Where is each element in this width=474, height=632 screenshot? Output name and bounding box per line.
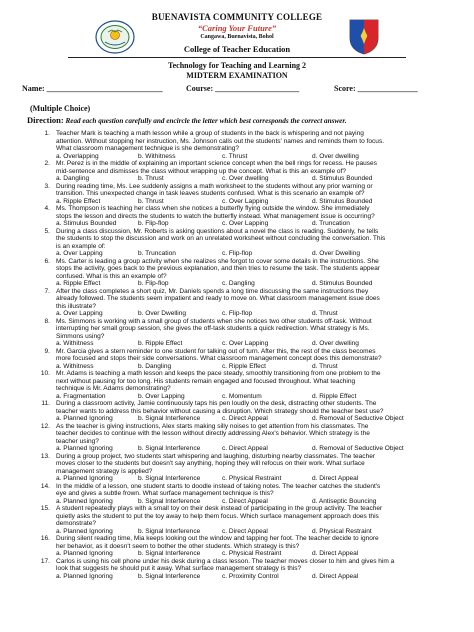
flag-shield-logo <box>346 16 382 56</box>
question-item <box>28 400 458 423</box>
answer-choices <box>56 498 458 506</box>
answer-choice[interactable]: b. Over Dwelling <box>138 310 187 317</box>
question-item <box>28 205 458 228</box>
question-text-line: technique is Mr. Adams demonstrating? <box>56 385 171 392</box>
answer-choice[interactable]: a. Over Lapping <box>56 250 103 257</box>
answer-choice[interactable]: b. Signal Interference <box>138 475 201 482</box>
answer-choice[interactable]: a. Planned Ignoring <box>56 445 113 452</box>
answer-choice[interactable]: b. Signal Interference <box>138 550 201 557</box>
answer-choice[interactable]: a. Ripple Effect <box>56 197 101 205</box>
question-text-line: management strategy is applied? <box>56 467 153 475</box>
question-number: 8. <box>44 317 50 325</box>
answer-choice[interactable]: b. Signal Interference <box>138 415 201 422</box>
question-text-line: moves closer to the students but doesn't say anything, hoping they will refocus on their work. What surface <box>56 460 365 467</box>
answer-choices <box>56 393 458 401</box>
question-item <box>28 183 458 206</box>
direction-label: Direction: <box>27 115 64 125</box>
question-text-line: her behavior, as it doesn't seem to bother the other students. Which strategy is this? <box>56 542 300 550</box>
answer-choice[interactable]: d. Over Dwelling <box>312 250 361 257</box>
question-text-line: demonstrate? <box>56 520 97 527</box>
question-text-line: During a class discussion, Mr. Roberts is asking questions about a novel the class is reading. Suddenly, he tells <box>56 227 379 235</box>
question-number: 17. <box>40 557 50 565</box>
answer-choices <box>56 153 458 161</box>
answer-choice[interactable]: d. Antiseptic Bouncing <box>312 497 377 505</box>
question-number: 7. <box>44 287 50 295</box>
question-item <box>28 258 458 288</box>
answer-choice[interactable]: a. Planned Ignoring <box>56 550 113 557</box>
question-text-line: already followed. The students seem impatient and ready to move on. What classroom management issue does <box>56 295 380 302</box>
question-text-line: mid-sentence and dismisses the class without wrapping up the concept. What is this an example of? <box>56 167 347 175</box>
answer-choice[interactable]: b. Dangling <box>138 362 172 370</box>
college-motto: “Caring Your Future” <box>197 23 277 33</box>
course-field[interactable]: Course: _____________________ <box>186 84 300 93</box>
answer-choice[interactable]: d. Direct Appeal <box>312 550 359 557</box>
answer-choices <box>56 363 458 371</box>
answer-choice[interactable]: d. Direct Appeal <box>312 572 359 580</box>
answer-choice[interactable]: d. Ripple Effect <box>312 392 357 400</box>
question-number: 13. <box>40 452 50 460</box>
question-text-line: What classroom management technique is she demonstrating? <box>56 145 240 152</box>
answer-choice[interactable]: b. Truncation <box>138 250 176 257</box>
answer-choice[interactable]: b. Flip-flop <box>138 280 169 287</box>
answer-choice[interactable]: d. Stimulus Bounded <box>312 280 373 287</box>
question-text-line: Carlos is using his cell phone under his desk during a class lesson. The teacher moves closer to him and gives him a <box>56 557 395 565</box>
answer-choice[interactable]: c. Direct Appeal <box>222 497 268 505</box>
question-text-line: During silent reading time, Mia keeps looking out the window and tapping her foot. The teacher decide to ignore <box>56 535 379 542</box>
question-text-line: teacher using? <box>56 437 99 445</box>
answer-choice[interactable]: c. Ripple Effect <box>222 362 266 370</box>
question-text-line: stops the lesson and directs the students to watch the butterfly instead. What management issue is occurring? <box>56 212 375 220</box>
question-text-line: quietly asks the student to put the toy away to help them focus. Which surface management approach does this <box>56 512 379 520</box>
section-heading: (Multiple Choice) <box>30 104 91 113</box>
answer-choices <box>56 528 458 536</box>
answer-choice[interactable]: a. Overlapping <box>56 152 99 160</box>
answer-choice[interactable]: d. Over dwelling <box>312 340 359 347</box>
answer-choices <box>56 175 458 183</box>
question-number: 16. <box>40 535 50 542</box>
question-item <box>28 483 458 506</box>
answer-choices <box>56 310 458 318</box>
question-number: 14. <box>40 482 50 490</box>
question-text-line: Ms. Simmons is working with a small group of students when she notices two other students off-task. Without <box>56 317 372 325</box>
answer-choice[interactable]: c. Physical Restraint <box>222 550 282 557</box>
question-text-line: In the middle of a lesson, one student starts to doodle instead of taking notes. The teacher catches the student's <box>56 482 381 490</box>
answer-choice[interactable]: a. Planned Ignoring <box>56 497 113 505</box>
direction-text: Read each question carefully and encircle the letter which best corresponds the correct answer. <box>65 117 347 125</box>
score-field[interactable]: Score: _______________ <box>334 84 418 93</box>
answer-choice[interactable]: b. Thrust <box>138 197 164 205</box>
question-item <box>28 228 458 258</box>
answer-choice[interactable]: a. Withitness <box>56 340 94 347</box>
question-number: 2. <box>44 160 50 167</box>
question-text-line: During reading time, Ms. Lee suddenly assigns a math worksheet to the students without any prior warning or <box>56 182 373 190</box>
question-number: 3. <box>44 182 50 190</box>
question-text-line: teacher wants to address this behavior without causing a disruption. Which strategy should the teacher best use? <box>56 407 384 415</box>
answer-choice[interactable]: d. Removal of Seductive Object <box>312 445 404 452</box>
answer-choices <box>56 445 458 453</box>
answer-choice[interactable]: d. Removal of Seductive Object <box>312 415 404 422</box>
answer-choice[interactable]: b. Signal Interference <box>138 445 201 452</box>
answer-choice[interactable]: c. Over Lapping <box>222 197 269 205</box>
question-number: 5. <box>44 227 50 235</box>
answer-choice[interactable]: a. Stimulus Bounded <box>56 220 117 227</box>
answer-choices <box>56 573 458 581</box>
question-number: 9. <box>44 347 50 355</box>
question-item <box>28 423 458 453</box>
question-text-line: As the teacher is giving instructions, Alex starts making silly noises to get attention from his classmates. The <box>56 422 369 430</box>
answer-choices <box>56 475 458 483</box>
answer-choice[interactable]: d. Over dwelling <box>312 152 359 160</box>
answer-choice[interactable]: a. Fragmentation <box>56 392 106 400</box>
question-text-line: more focused and stops their side conversations. What classroom management concept does this demonstrate? <box>56 355 382 362</box>
answer-choice[interactable]: a. Dangling <box>56 175 90 182</box>
answer-choice[interactable]: a. Over Lapping <box>56 310 103 317</box>
answer-choices <box>56 340 458 348</box>
answer-choice[interactable]: a. Ripple Effect <box>56 280 101 287</box>
question-text-line: Teacher Mark is teaching a math lesson while a group of students in the back is whispering and not paying <box>56 130 364 137</box>
exam-title: MIDTERM EXAMINATION <box>186 71 288 80</box>
question-item <box>28 453 458 483</box>
answer-choice[interactable]: b. Ripple Effect <box>138 340 183 347</box>
answer-choices <box>56 550 458 558</box>
answer-choice[interactable]: b. Thrust <box>138 175 164 182</box>
question-text-line: is an example of: <box>56 242 106 250</box>
question-number: 11. <box>41 400 50 407</box>
answer-choice[interactable]: c. Flip-flop <box>222 250 253 257</box>
question-number: 6. <box>44 257 50 265</box>
question-text-line: look that suggests he should put it away. What surface management strategy is this? <box>56 565 302 572</box>
answer-choice[interactable]: b. Signal Interference <box>138 572 201 580</box>
answer-choice[interactable]: d. Thrust <box>312 362 338 370</box>
question-item <box>28 130 458 160</box>
question-text-line: Ms. Carter is leading a group activity when she realizes she forgot to cover some details in the instructions. She <box>56 257 379 265</box>
answer-choice[interactable]: b. Signal Interference <box>138 527 201 535</box>
question-text-line: this illustrate? <box>56 302 97 310</box>
answer-choice[interactable]: c. Over Lapping <box>222 220 269 227</box>
department-name: College of Teacher Education <box>183 44 291 54</box>
question-item <box>28 288 458 318</box>
answer-choice[interactable]: c. Physical Restraint <box>222 475 282 482</box>
question-number: 10. <box>40 370 50 377</box>
question-text-line: Simmons using? <box>56 332 105 340</box>
question-item <box>28 160 458 183</box>
question-text-line: A student repeatedly plays with a small toy on their desk instead of participating in the group activity. The teacher <box>56 505 383 512</box>
answer-choices <box>56 280 458 288</box>
question-number: 15. <box>40 505 50 512</box>
answer-choices <box>56 220 458 228</box>
answer-choice[interactable]: b. Flip-flop <box>138 220 169 227</box>
answer-choice[interactable]: a. Planned Ignoring <box>56 415 113 422</box>
college-name: BUENAVISTA COMMUNITY COLLEGE <box>151 12 323 22</box>
answer-choices <box>56 198 458 206</box>
question-item <box>28 535 458 558</box>
question-item <box>28 370 458 400</box>
question-number: 12. <box>40 422 50 430</box>
question-text-line: interrupting her small group session, she gives the off-task students a quick redirection. What strategy is Ms. <box>56 325 370 332</box>
answer-choice[interactable]: d. Physical Restraint <box>312 527 372 535</box>
answer-choice[interactable]: d. Thrust <box>312 310 338 317</box>
college-address: Cangawa, Buenavista, Bohol <box>200 34 274 40</box>
answer-choice[interactable]: d. Truncation <box>312 220 350 227</box>
answer-choice[interactable]: c. Direct Appeal <box>222 527 268 535</box>
header-divider <box>68 57 406 58</box>
answer-choice[interactable]: d. Stimulus Bounded <box>312 175 373 182</box>
answer-choice[interactable]: c. Over dwelling <box>222 175 269 182</box>
question-text-line: Mr. Adams is teaching a math lesson and keeps the pace steady, smoothly transitioning from one problem to the <box>56 370 381 377</box>
question-number: 1. <box>44 130 50 137</box>
question-text-line: Mr. Perez is in the middle of explaining an important science concept when the bell rings for recess. He pauses <box>56 160 377 167</box>
question-item <box>28 348 458 371</box>
answer-choice[interactable]: a. Withitness <box>56 362 94 370</box>
answer-choice[interactable]: d. Stimulus Bounded <box>312 197 373 205</box>
answer-choice[interactable]: c. Flip-flop <box>222 310 253 317</box>
course-title: Technology for Teaching and Learning 2 <box>167 61 307 70</box>
question-text-line: stops the activity, goes back to the previous explanation, and then tries to resume the task. The students appear <box>56 265 381 272</box>
question-text-line: After the class completes a short quiz, Mr. Daniels spends a long time discussing the same instructions they <box>56 287 369 295</box>
answer-choices <box>56 415 458 423</box>
question-text-line: teacher decides to continue with the lesson without directly addressing Alex's behavior. Which strategy is the <box>56 430 370 437</box>
answer-choice[interactable]: b. Over Lapping <box>138 392 185 400</box>
question-text-line: next without pausing for too long. His students remain engaged and focused throughout. What teaching <box>56 377 356 385</box>
answer-choice[interactable]: b. Withitness <box>138 152 176 160</box>
question-item <box>28 505 458 535</box>
answer-choice[interactable]: c. Dangling <box>222 280 255 287</box>
answer-choice[interactable]: c. Direct Appeal <box>222 415 268 422</box>
question-text-line: Ms. Thompson is teaching her class when she notices a butterfly flying outside the window. She immediately <box>56 205 370 212</box>
answer-choice[interactable]: a. Planned Ignoring <box>56 527 113 535</box>
question-text-line: During a classroom activity, Jamie continuously taps his pen loudly on the desk, distracting other students. The <box>56 400 377 407</box>
question-text-line: Mr. Garcia gives a stern reminder to one student for talking out of turn. After this, the rest of the class becomes <box>56 347 376 355</box>
answer-choices <box>56 250 458 258</box>
question-text-line: During a group project, two students start whispering and laughing, disturbing nearby classmates. The teacher <box>56 452 376 460</box>
question-item <box>28 558 458 581</box>
answer-choice[interactable]: a. Planned Ignoring <box>56 572 113 580</box>
answer-choice[interactable]: c. Proximity Control <box>222 572 279 580</box>
name-field[interactable]: Name: _____________________________ <box>22 84 163 93</box>
question-text-line: eye and gives a subtle frown. What surface management technique is this? <box>56 490 274 497</box>
directions <box>27 115 347 125</box>
answer-choice[interactable]: b. Signal Interference <box>138 497 201 505</box>
answer-choice[interactable]: c. Momentum <box>222 392 262 400</box>
question-text-line: transition. This unexpected change in task leaves students confused. What is this scenario an example of? <box>56 190 365 197</box>
question-item <box>28 318 458 348</box>
question-list <box>28 130 458 580</box>
question-text-line: attention. Without stopping her instruction, Ms. Johnson calls out the students' names and reminds them to focus. <box>56 137 385 145</box>
answer-choice[interactable]: a. Planned Ignoring <box>56 475 113 482</box>
answer-choice[interactable]: d. Direct Appeal <box>312 475 359 482</box>
answer-choice[interactable]: c. Thrust <box>222 152 248 160</box>
answer-choice[interactable]: c. Over Lapping <box>222 340 269 347</box>
answer-choice[interactable]: c. Direct Appeal <box>222 445 268 452</box>
question-number: 4. <box>44 205 50 212</box>
question-text-line: confused. What is this an example of? <box>56 272 167 280</box>
question-text-line: the students to stop the discussion and work on an unrelated worksheet without concluding the conversation. This <box>56 235 386 242</box>
